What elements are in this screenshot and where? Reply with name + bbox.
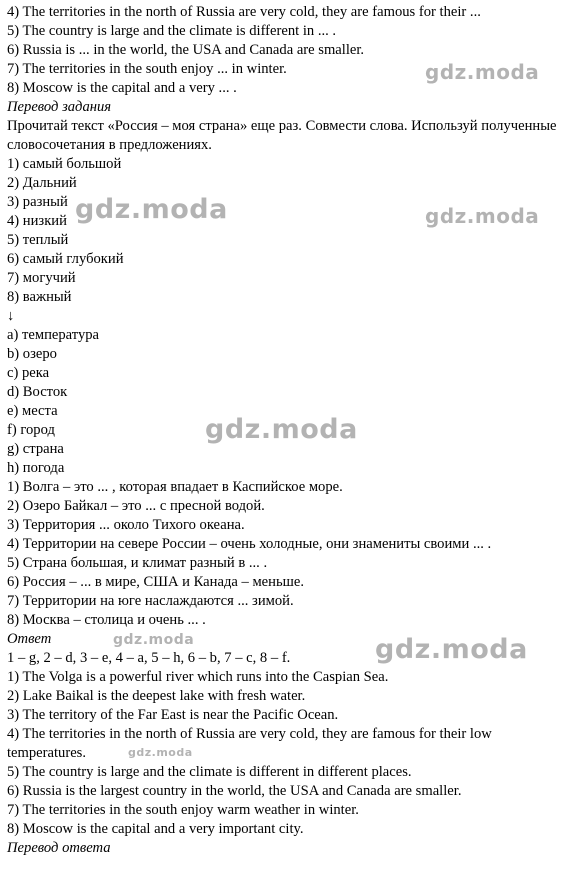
exercise-line: 8) Moscow is the capital and a very ... . xyxy=(7,80,237,96)
ru-sentence: 8) Москва – столица и очень ... . xyxy=(7,612,206,628)
noun-item: e) места xyxy=(7,403,58,419)
adjective-item: 7) могучий xyxy=(7,270,76,286)
answer-sentence: 2) Lake Baikal is the deepest lake with fresh water. xyxy=(7,688,306,704)
answer-sentence: 4) The territories in the north of Russia are very cold, they are famous for their low temperatures. xyxy=(7,726,492,761)
answer-sentence: 8) Moscow is the capital and a very important city. xyxy=(7,821,304,837)
answer-sentence: 1) The Volga is a powerful river which runs into the Caspian Sea. xyxy=(7,669,389,685)
adjective-item: 3) разный xyxy=(7,194,68,210)
noun-item: d) Восток xyxy=(7,384,68,400)
answer-sentence: 7) The territories in the south enjoy warm weather in winter. xyxy=(7,802,359,818)
answer-heading: Ответ xyxy=(7,631,52,647)
adjective-item: 6) самый глубокий xyxy=(7,251,124,267)
document-body xyxy=(7,3,567,858)
watermark: gdz.moda xyxy=(425,204,540,228)
task-translation-text: Прочитай текст «Россия – моя страна» еще раз. Совмести слова. Используй полученные словосочетания в предложениях. xyxy=(7,118,557,153)
ru-sentence: 5) Страна большая, и климат разный в ... . xyxy=(7,555,268,571)
adjective-item: 5) теплый xyxy=(7,232,69,248)
adjective-item: 8) важный xyxy=(7,289,72,305)
watermark: gdz.moda xyxy=(128,746,193,759)
ru-sentence: 3) Территория ... около Тихого океана. xyxy=(7,517,245,533)
watermark: gdz.moda xyxy=(75,194,228,225)
noun-item: g) страна xyxy=(7,441,64,457)
noun-item: c) река xyxy=(7,365,50,381)
answer-sentence: 6) Russia is the largest country in the world, the USA and Canada are smaller. xyxy=(7,783,462,799)
adjective-item: 4) низкий xyxy=(7,213,67,229)
watermark: gdz.moda xyxy=(375,634,528,665)
ru-sentence: 6) Россия – ... в мире, США и Канада – меньше. xyxy=(7,574,304,590)
noun-item: b) озеро xyxy=(7,346,57,362)
watermark: gdz.moda xyxy=(205,414,358,445)
noun-item: a) температура xyxy=(7,327,100,343)
task-translation-heading: Перевод задания xyxy=(7,99,112,115)
adjective-item: 2) Дальний xyxy=(7,175,77,191)
exercise-line: 6) Russia is ... in the world, the USA and Canada are smaller. xyxy=(7,42,365,58)
ru-sentence: 7) Территории на юге наслаждаются ... зимой. xyxy=(7,593,294,609)
ru-sentence: 2) Озеро Байкал – это ... с пресной водой. xyxy=(7,498,265,514)
adjective-item: 1) самый большой xyxy=(7,156,122,172)
answer-sentence: 3) The territory of the Far East is near the Pacific Ocean. xyxy=(7,707,339,723)
arrow-down-icon: ↓ xyxy=(7,308,15,324)
exercise-line: 4) The territories in the north of Russia are very cold, they are famous for their ... xyxy=(7,4,481,20)
ru-sentence: 4) Территории на севере России – очень холодные, они знамениты своими ... . xyxy=(7,536,492,552)
watermark: gdz.moda xyxy=(113,632,195,648)
exercise-line: 5) The country is large and the climate is different in ... . xyxy=(7,23,337,39)
noun-item: h) погода xyxy=(7,460,65,476)
ru-sentence: 1) Волга – это ... , которая впадает в Каспийское море. xyxy=(7,479,343,495)
watermark: gdz.moda xyxy=(425,60,540,84)
noun-item: f) город xyxy=(7,422,55,438)
answer-sentence: 5) The country is large and the climate is different in different places. xyxy=(7,764,412,780)
answer-key: 1 – g, 2 – d, 3 – e, 4 – a, 5 – h, 6 – b, 7 – c, 8 – f. xyxy=(7,650,291,666)
exercise-line: 7) The territories in the south enjoy ... in winter. xyxy=(7,61,287,77)
answer-translation-heading: Перевод ответа xyxy=(7,840,111,856)
